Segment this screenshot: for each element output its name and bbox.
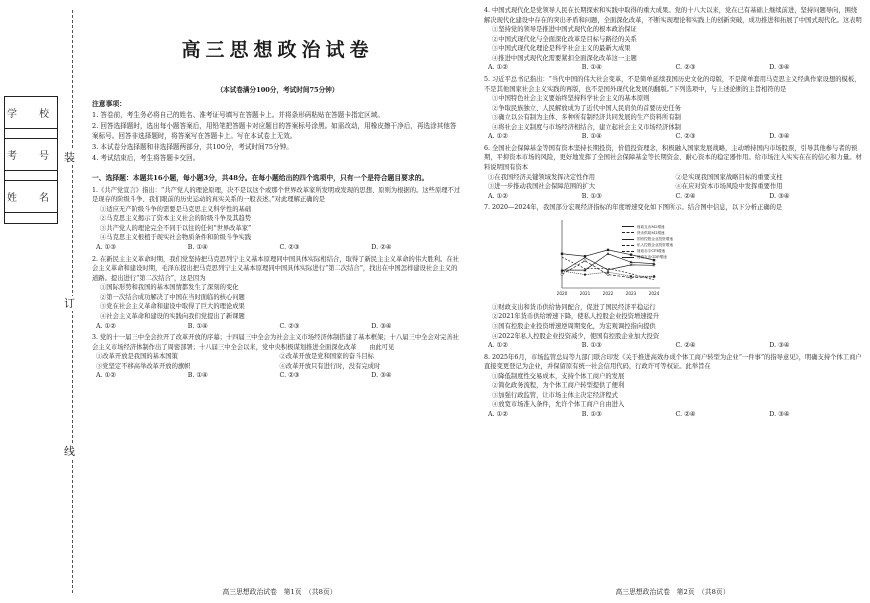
option-row: [484, 182, 863, 192]
question-option: ①坚持党的领导是推进中国式现代化的根本政治保证: [492, 26, 637, 34]
legend-label: 财政支出M2增速: [637, 224, 665, 229]
exam-number-label: 考 号: [5, 139, 57, 171]
question-option: ②简化政务流程，为个体工商户转型提供了便利: [492, 382, 625, 390]
choice-d: D. ③④: [769, 64, 790, 72]
answer-choices: [484, 63, 863, 73]
legend-item: [622, 254, 722, 260]
choice-c: C. ②④: [675, 411, 696, 418]
answer-choices: [484, 132, 863, 142]
question-option: ③进一步推动我国社会保障范围的扩大: [488, 183, 596, 191]
question-5: [484, 75, 863, 142]
name-label: 姓 名: [5, 181, 57, 213]
choice-b: B. ①④: [187, 372, 208, 380]
question-stem: 5. 习近平总书记指出：“当代中国的伟大社会变革，不是简单延续我国历史文化的母版，不是简单套用马克思主义经典作家设想的模板，不是其他国家社会主义实践的再版，也不是国外现代化发展的翻版。”下列选项中，与上述论断的主旨相符的是: [484, 75, 861, 93]
choice-a: A. ①②: [488, 411, 508, 418]
answer-choices: [484, 192, 863, 202]
question-option: ③党坚定不移高举改革开放的旗帜: [96, 362, 191, 370]
question-option: ②是实现我国国家战略目标的重要支柱: [675, 173, 783, 181]
legend-swatch: [622, 251, 634, 252]
legend-swatch: [622, 257, 634, 258]
choice-c: C. ②④: [675, 192, 696, 200]
binding-word-ding: 订: [64, 297, 75, 310]
choice-b: B. ①④: [187, 244, 208, 251]
choice-b: B. ①③: [581, 192, 602, 200]
notes-heading: 注意事项：: [92, 99, 126, 108]
choice-a: A. ①②: [96, 322, 116, 330]
section-heading: 一、选择题：本题共16小题，每小题3分，共48分。在每小题给出的四个选项中，只有一个是符合题目要求的。: [92, 174, 429, 183]
exam-title: 高三思想政治试卷: [181, 39, 374, 61]
question-option: ③党在社会主义革命和建设中取得了巨大的理论成果: [100, 303, 245, 311]
x-tick-label: 2021: [579, 290, 591, 296]
choice-c: C. ②③: [279, 322, 300, 330]
data-point: [561, 252, 563, 254]
school-field: [5, 129, 57, 139]
question-option: ①适应无产阶级斗争的需要是马克思主义科学性的基础: [100, 205, 252, 213]
x-tick-label: 2024: [648, 290, 660, 296]
question-2: [92, 255, 463, 332]
note-item: 4. 考试结束后，考生将答题卡交回。: [92, 154, 200, 163]
question-4: [484, 6, 863, 73]
choice-b: B. ①③: [581, 411, 602, 418]
question-6: [484, 144, 863, 201]
choice-c: C. ②④: [675, 342, 696, 350]
question-option: ④马克思主义根植于现实社会物质条件和阶级斗争实践: [100, 234, 252, 242]
question-option: ①国际形势和我国的基本国情都发生了深刻的变化: [100, 284, 239, 292]
answer-choices: [484, 341, 863, 351]
question-option: ④2022年私人控股企业投资减少，使国有控股企业加大投资: [492, 332, 660, 340]
choice-d: D. ③④: [769, 133, 790, 141]
question-option: ②2021年货币供给增速下降，使私人控股企业投资增速提升: [492, 313, 660, 321]
legend-swatch: [622, 239, 634, 240]
answer-choices: [92, 322, 463, 332]
question-stem: 1.《共产党宣言》指出：“共产党人的理论原理，决不是以这个或那个世界改革家所发明或发现的思想、原则为根据的。这些原理不过是现存的阶级斗争、我们眼前的历史运动的真实关系的一般表述。”对此理解正确的是: [92, 186, 461, 204]
legend-label: 私人控股企业投资增速: [637, 243, 673, 248]
binding-word-zhuang: 装: [64, 151, 75, 164]
question-option: ③国有控股企业投资增速逆周期变化，为宏观调控指向提供: [492, 322, 656, 330]
choice-d: D. ③④: [769, 192, 790, 200]
question-3: [92, 333, 463, 381]
exam-page-2: [480, 0, 865, 603]
x-tick-label: 2023: [625, 290, 637, 296]
question-option: ④将社会主义制度与市场经济相结合，建立起社会主义市场经济体制: [492, 123, 681, 131]
page-footer: 高三思想政治试卷 第1页 （共8页）: [222, 587, 337, 596]
choice-d: D. ③④: [371, 322, 392, 330]
note-item: 1. 答卷前，考生务必将自己的姓名、准考证号填写在答题卡上。并将条形码粘贴在答题卡指定区域。: [92, 111, 384, 120]
option-row: [484, 173, 863, 183]
question-1: [92, 186, 463, 253]
data-point: [607, 249, 609, 251]
choice-a: A. ①②: [96, 372, 116, 380]
option-row: [92, 352, 463, 362]
question-option: ④社会主义革命和建设的实践向我们党提出了新课题: [100, 312, 245, 320]
question-stem: 2. 在新民主主义革命时期，我们党坚持把马克思列宁主义基本原理同中国具体实际相结合，取得了新民主主义革命的伟大胜利。在社会主义革命和建设时期，毛泽东提出把马克思列宁主义基本原理同中国具体实际进行“第二次结合”，找出在中国怎样建设社会主义的道路。提出进行“第二次结合”，这是因为: [92, 255, 459, 282]
choice-d: D. ③④: [371, 372, 392, 380]
answer-choices: [92, 371, 463, 381]
question-option: ①在我国经济关键领域发挥决定性作用: [488, 173, 596, 181]
option-row: [92, 362, 463, 372]
question-option: ②中国式现代化与全面深化改革是目标与路径的关系: [492, 35, 637, 43]
question-option: ①中国特色社会主义要始终坚持科学社会主义的基本原则: [492, 95, 650, 103]
question-option: ④推进中国式现代化需要紧扣全面深化改革这一主题: [492, 54, 637, 62]
data-point: [561, 273, 563, 275]
binding-margin: [0, 0, 92, 603]
legend-swatch: [622, 232, 634, 233]
choice-d: D. ③④: [769, 342, 790, 350]
legend-swatch: [622, 245, 634, 246]
choice-a: A. ①③: [96, 244, 116, 251]
legend-label: 财政支出GDP增速: [637, 255, 667, 260]
question-stem: 3. 党的十一届三中全会拉开了改革开放的序幕；十四届三中全会为社会主义市场经济体制搭建了基本框架；十八届三中全会对完善社会主义市场经济体制作出了周密部署；十八届三中全会以来，党中央积极谋划推进全面深化改革 由此可见: [92, 334, 459, 351]
chart-legend: [622, 224, 722, 261]
choice-d: D. ③④: [769, 411, 790, 418]
question-option: ②改革开放是党和国家的奋斗目标: [279, 353, 374, 361]
note-item: 2. 回答选择题时，选出每小题答案后，用铅笔把答题卡对应题目的答案标号涂黑。如需改动，用橡皮擦干净后，再选涂其他答案标号。回答非选择题时，将答案写在答题卡上。写在本试卷上无效。: [92, 122, 457, 141]
question-stem: 8. 2025年6月，市场监管总局等九部门联合印发《关于推进高效办成个体工商户转型为企业“一件事”的指导意见》，明确支持个体工商户直接变更登记为企业，并保留原有统一社会信用代码，行政许可等权证。此举旨在: [484, 353, 862, 371]
choice-c: C. ②③: [279, 244, 300, 251]
indicator-chart: [550, 216, 720, 300]
question-option: ②争取民族独立、人民解放成为了近代中国人民肩负的首要历史任务: [492, 104, 681, 112]
data-point: [607, 252, 610, 255]
answer-choices: [92, 243, 463, 253]
choice-a: A. ①②: [488, 64, 508, 72]
question-option: ③确立以公有制为主体、多种所有制经济共同发展的生产资料所有制: [492, 114, 681, 122]
x-tick-label: 2022: [602, 290, 614, 296]
question-option: ①改革开放是我国的基本国策: [96, 353, 178, 361]
legend-label: 货币供给M1增速: [637, 230, 665, 235]
choice-a: A. ①②: [488, 133, 508, 141]
choice-d: D. ②④: [371, 244, 392, 251]
school-label: 学 校: [5, 97, 57, 129]
x-tick-label: 2020: [556, 290, 568, 296]
choice-c: C. ②③: [675, 64, 696, 72]
question-option: ②马克思主义揭示了资本主义社会的阶级斗争及其趋势: [100, 215, 252, 223]
data-point: [607, 273, 609, 275]
question-stem: 6. 全国社会保障基金等国有资本坚持长期投资，价值投资理念，积极融入国家发展战略，主动增持国内市场股票，引导其他参与者的预期，平抑资本市场的风险，更好地发挥了全国社会保障基金等长期资金、耐心资本的稳定器作用。给市场注入实实在在的信心和力量。材料说明国有资本: [484, 144, 862, 171]
question-option: ①财政支出和货币供给协同配合，促进了国民经济平稳运行: [492, 303, 656, 311]
legend-label: 财政赤字CPI增速: [637, 249, 666, 254]
question-option: ③共产党人的理论完全不同于以往的任何“世界改革家”: [100, 224, 252, 232]
choice-a: A. ①②: [488, 342, 508, 350]
question-option: ②第一次结合成功解决了中国在当时面临的核心问题: [100, 293, 245, 301]
question-stem: 7. 2020—2024年，我国部分宏观经济指标的年度增速变化如下图所示。结合图中信息，以下分析正确的是: [484, 204, 783, 212]
question-8: [484, 353, 863, 420]
question-option: ④放宽市场准入条件，允许个体工商户自由进入: [492, 401, 625, 409]
choice-c: C. ②③: [675, 133, 696, 141]
question-option: ③加强行政监管，让市场主体主决定经济程式: [492, 391, 618, 399]
exam-subtitle: （本试卷满分100分，考试时间75分钟）: [216, 85, 339, 94]
exam-number-field: [5, 171, 57, 181]
question-7: [484, 203, 863, 350]
legend-label: 国有控股企业投资增速: [637, 237, 673, 242]
exam-page-1: [92, 0, 467, 603]
student-info-box: [4, 96, 58, 224]
name-field: [5, 213, 57, 223]
question-option: ④改革开放只有进行时，没有完成时: [279, 362, 381, 370]
question-stem: 4. 中国式现代化是党领导人民在长期探索和实践中取得的重大成果。党的十八大以来，党在已有基础上继续前进，坚持问题导向，围绕解决现代化建设中存在的突出矛盾和问题，全面深化改革，不断实现理论和实践上的创新突破，成功推进和拓展了中国式现代化。这表明: [484, 7, 862, 24]
choice-c: C. ②③: [279, 372, 300, 380]
data-point: [584, 260, 586, 262]
choice-b: B. ①④: [581, 133, 602, 141]
choice-b: B. ①④: [581, 64, 602, 72]
note-item: 3. 本试卷分选择题和非选择题两部分，共100分，考试时间75分钟。: [92, 143, 293, 152]
question-option: ④在应对资本市场风险中发挥重要作用: [675, 183, 783, 191]
data-point: [584, 273, 587, 276]
choice-a: A. ①②: [488, 192, 508, 200]
page-footer: 高三思想政治试卷 第2页 （共8页）: [615, 587, 730, 596]
legend-swatch: [622, 226, 634, 227]
answer-choices: [484, 410, 863, 420]
question-option: ③中国式现代化理论是科学社会主义的最新大成果: [492, 45, 631, 53]
choice-b: B. ①③: [581, 342, 602, 350]
binding-word-xian: 线: [64, 445, 75, 458]
question-option: ①降低制度性交易成本，支持个体工商户的发展: [492, 372, 625, 380]
choice-b: B. ①④: [187, 322, 208, 330]
